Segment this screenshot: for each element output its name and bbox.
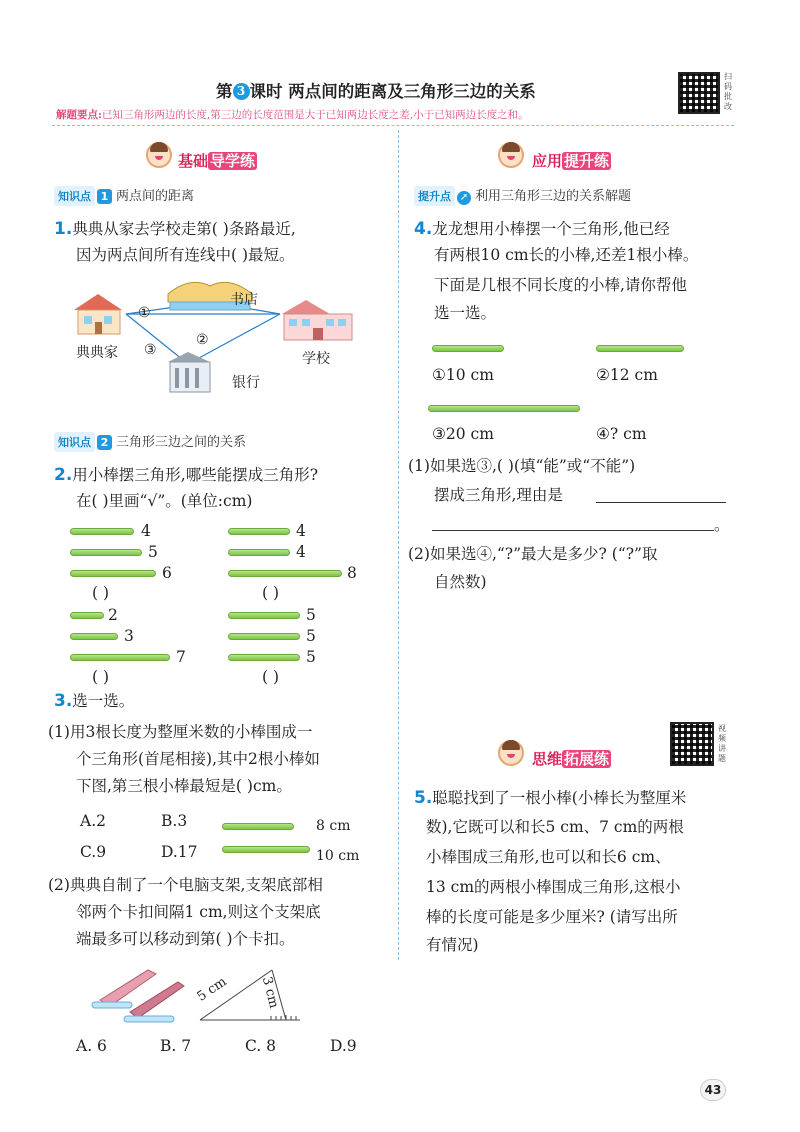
stick (596, 345, 684, 352)
tip-text: 已知三角形两边的长度,第三边的长度范围是大于已知两边长度之差,小于已知两边长度之和。 (101, 109, 529, 121)
kp-title: 三角形三边之间的关系 (116, 435, 247, 450)
question-2-line2: 在( )里画“√”。(单位:cm) (76, 492, 253, 510)
stick (70, 654, 170, 661)
lesson-number-badge: 3 (233, 83, 250, 100)
q3-p2-line1: (2)典典自制了一个电脑支架,支架底部相 (48, 876, 323, 894)
kp-tag: 知识点 (54, 186, 95, 206)
answer-box[interactable]: ( ) (92, 668, 110, 686)
school-icon (282, 300, 352, 340)
stick (70, 633, 118, 640)
question-5-line3: 小棒围成三角形,也可以和长6 cm、 (426, 848, 671, 866)
column-divider (398, 130, 399, 960)
laptop-stand-diagram (90, 962, 360, 1032)
qr-code-icon[interactable] (670, 722, 714, 766)
option-c[interactable]: C. 8 (245, 1037, 277, 1055)
option-4[interactable]: ④? cm (596, 425, 647, 443)
option-c[interactable]: C.9 (80, 843, 107, 861)
question-2-line1: 2.用小棒摆三角形,哪些能摆成三角形? (54, 465, 319, 485)
question-4-line3: 下面是几根不同长度的小棒,请你帮他 (434, 276, 687, 294)
mascot-avatar-icon (498, 142, 524, 168)
q4-p2-line1: (2)如果选④,“?”最大是多少? (“?”取 (408, 545, 658, 563)
option-a[interactable]: A.2 (80, 812, 106, 830)
stick-length: 8 cm (316, 818, 351, 834)
route-diagram (70, 272, 370, 402)
stick-length: 4 (296, 543, 306, 561)
page-title (216, 78, 536, 102)
option-2[interactable]: ②12 cm (596, 366, 658, 384)
house-icon (74, 294, 122, 334)
option-d[interactable]: D.17 (161, 843, 198, 861)
stick (70, 528, 134, 535)
stick (228, 528, 290, 535)
q3-p2-line3: 端最多可以移动到第( )个卡扣。 (76, 930, 295, 948)
answer-line[interactable] (596, 502, 726, 503)
stick (70, 612, 104, 619)
label-school: 学校 (302, 351, 330, 367)
mascot-avatar-icon (498, 740, 524, 766)
stick (228, 633, 300, 640)
stick-length: 5 (306, 606, 316, 624)
question-5-line5: 棒的长度可能是多少厘米? (请写出所 (426, 908, 678, 926)
kp-title: 利用三角形三边的关系解题 (475, 189, 632, 204)
question-5-line6: 有情况) (426, 936, 479, 954)
kp-tag: 知识点 (54, 432, 95, 452)
q3-p1-line2: 个三角形(首尾相接),其中2根小棒如 (76, 750, 320, 768)
stick (70, 549, 142, 556)
section-title-thinking: 思维 拓展练 (532, 750, 610, 768)
stick-length: 3 (124, 627, 134, 645)
arrow-icon: ➚ (457, 191, 471, 205)
stick-length: 8 (347, 564, 357, 582)
stick-length: 2 (108, 606, 118, 624)
option-b[interactable]: B. 7 (160, 1037, 192, 1055)
knowledge-point-1 (54, 185, 194, 206)
question-1-line2: 因为两点间所有连线中( )最短。 (76, 246, 295, 264)
answer-box[interactable]: ( ) (262, 584, 280, 602)
stick (428, 405, 580, 412)
stick (228, 654, 300, 661)
stick (432, 345, 504, 352)
kp-num: 2 (97, 435, 112, 450)
stick-length: 7 (176, 648, 186, 666)
stick-length: 4 (296, 522, 306, 540)
qr-caption: 视频讲题 (718, 724, 726, 763)
kp-tag: 提升点 (414, 186, 455, 206)
option-1[interactable]: ①10 cm (432, 366, 494, 384)
question-5-line4: 13 cm的两根小棒围成三角形,这根小 (426, 878, 681, 896)
question-3-title: 3.选一选。 (54, 691, 135, 711)
stick-length: 5 (306, 627, 316, 645)
route-1-label: ① (138, 305, 151, 321)
improvement-point (414, 185, 631, 206)
q4-p1-line2: 摆成三角形,理由是 (434, 486, 563, 504)
label-bank: 银行 (232, 375, 260, 391)
option-b[interactable]: B.3 (161, 812, 188, 830)
fig-label-5cm: 5 cm (194, 974, 230, 1005)
mascot-avatar-icon (146, 142, 172, 168)
stick (70, 570, 156, 577)
question-5-line1: 5.聪聪找到了一根小棒(小棒长为整厘米 (414, 788, 687, 808)
qr-code-icon[interactable] (678, 72, 720, 114)
label-home: 典典家 (76, 345, 118, 361)
route-3-label: ③ (144, 342, 157, 358)
knowledge-point-2 (54, 431, 246, 452)
solving-tip (56, 107, 529, 122)
period: 。 (714, 516, 730, 534)
stick-length: 5 (148, 543, 158, 561)
stick (228, 570, 342, 577)
question-5-line2: 数),它既可以和长5 cm、7 cm的两根 (426, 818, 684, 836)
option-d[interactable]: D.9 (330, 1037, 357, 1055)
kp-title: 两点间的距离 (116, 189, 195, 204)
qr-caption: 扫码批改 (724, 72, 732, 111)
label-bookstore: 书店 (230, 292, 258, 308)
stick-length: 10 cm (316, 848, 360, 864)
q3-p1-line1: (1)用3根长度为整厘米数的小棒围成一 (48, 723, 313, 741)
laptop-stand-icon (92, 970, 184, 1022)
title-suffix: 课时 两点间的距离及三角形三边的关系 (249, 82, 536, 101)
stick-length: 4 (141, 522, 151, 540)
bank-icon (168, 352, 210, 392)
stick-length: 6 (162, 564, 172, 582)
answer-box[interactable]: ( ) (262, 668, 280, 686)
route-2-label: ② (196, 332, 209, 348)
stick (222, 846, 310, 853)
page-number: 43 (700, 1079, 726, 1101)
question-4-line4: 选一选。 (434, 304, 497, 322)
question-1-line1: 1.典典从家去学校走第( )条路最近, (54, 219, 296, 239)
q3-p2-line2: 邻两个卡扣间隔1 cm,则这个支架底 (76, 903, 321, 921)
q4-p2-line2: 自然数) (434, 573, 487, 591)
stick (228, 549, 290, 556)
stick (228, 612, 300, 619)
option-a[interactable]: A. 6 (76, 1037, 107, 1055)
question-4-line2: 有两根10 cm长的小棒,还差1根小棒。 (434, 246, 699, 264)
q4-p1-line1: (1)如果选③,( )(填“能”或“不能”) (408, 457, 636, 475)
section-title-basic: 基础 导学练 (178, 152, 256, 170)
q3-p1-line3: 下图,第三根小棒最短是( )cm。 (76, 777, 292, 795)
header-rule (52, 125, 734, 126)
option-3[interactable]: ③20 cm (432, 425, 494, 443)
answer-line[interactable] (432, 530, 714, 531)
section-title-applied: 应用 提升练 (532, 152, 610, 170)
answer-box[interactable]: ( ) (92, 584, 110, 602)
kp-num: 1 (97, 189, 112, 204)
tip-label: 解题要点: (56, 109, 102, 121)
fig-label-3cm: 3 cm (258, 975, 282, 1010)
stick-length: 5 (306, 648, 316, 666)
title-prefix: 第 (216, 82, 233, 101)
stick (222, 823, 294, 830)
question-4-line1: 4.龙龙想用小棒摆一个三角形,他已经 (414, 219, 670, 239)
